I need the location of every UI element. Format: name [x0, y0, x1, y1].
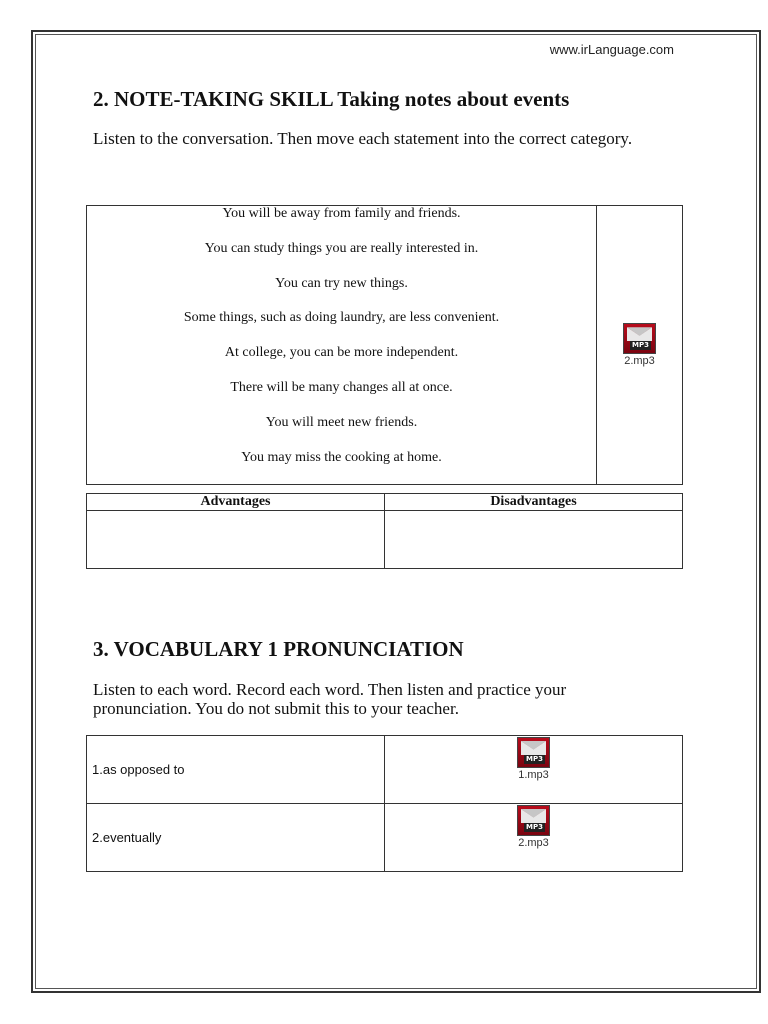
statement-item[interactable]: You can try new things. [275, 275, 408, 291]
vocab-audio-cell [385, 736, 683, 804]
mp3-file-icon[interactable]: MP3 [623, 323, 656, 354]
statements-table [86, 205, 683, 485]
vocabulary-table [86, 735, 683, 872]
statement-item[interactable]: At college, you can be more independent. [224, 345, 459, 361]
statement-item[interactable]: You may miss the cooking at home. [241, 449, 442, 465]
statement-item[interactable]: You can study things you are really interested in. [204, 240, 479, 256]
category-table [86, 493, 683, 569]
vocab-audio-attachment[interactable] [517, 805, 550, 849]
vocab-audio-cell [385, 804, 683, 872]
advantages-drop-zone[interactable] [87, 511, 385, 569]
conversation-audio-cell [597, 206, 683, 485]
vocab-word-cell [87, 804, 385, 872]
audio-filename: 2.mp3 [624, 355, 655, 368]
statement-list [87, 206, 596, 484]
statement-item[interactable]: You will meet new friends. [265, 414, 418, 430]
statements-cell [87, 206, 597, 485]
disadvantages-header: Disadvantages [385, 494, 683, 511]
mp3-file-icon[interactable]: MP3 [517, 805, 550, 836]
site-url[interactable]: www.irLanguage.com [549, 42, 674, 57]
vocab-audio-attachment[interactable] [517, 737, 550, 781]
advantages-header: Advantages [87, 494, 385, 511]
mp3-file-icon[interactable]: MP3 [517, 737, 550, 768]
table-row [87, 736, 683, 804]
table-row [87, 804, 683, 872]
vocab-word: 2.eventually [92, 829, 162, 845]
vocab-word: 1.as opposed to [92, 761, 185, 777]
disadvantages-drop-zone[interactable] [385, 511, 683, 569]
section3-title: 3. VOCABULARY 1 PRONUNCIATION [93, 637, 464, 661]
statement-item[interactable]: You will be away from family and friends. [222, 206, 461, 221]
vocab-word-cell [87, 736, 385, 804]
statement-item[interactable]: There will be many changes all at once. [230, 379, 453, 395]
audio-filename: 2.mp3 [518, 837, 549, 849]
audio-filename: 1.mp3 [518, 769, 549, 781]
section3-instruction: Listen to each word. Record each word. Then listen and practice your pronunciation. You do not submit this to your teacher. [93, 680, 567, 718]
statement-item[interactable]: Some things, such as doing laundry, are less convenient. [183, 310, 500, 326]
section2-title: 2. NOTE-TAKING SKILL Taking notes about events [93, 87, 570, 111]
conversation-audio-attachment[interactable] [623, 323, 656, 367]
section2-instruction: Listen to the conversation. Then move each statement into the correct category. [93, 129, 633, 148]
